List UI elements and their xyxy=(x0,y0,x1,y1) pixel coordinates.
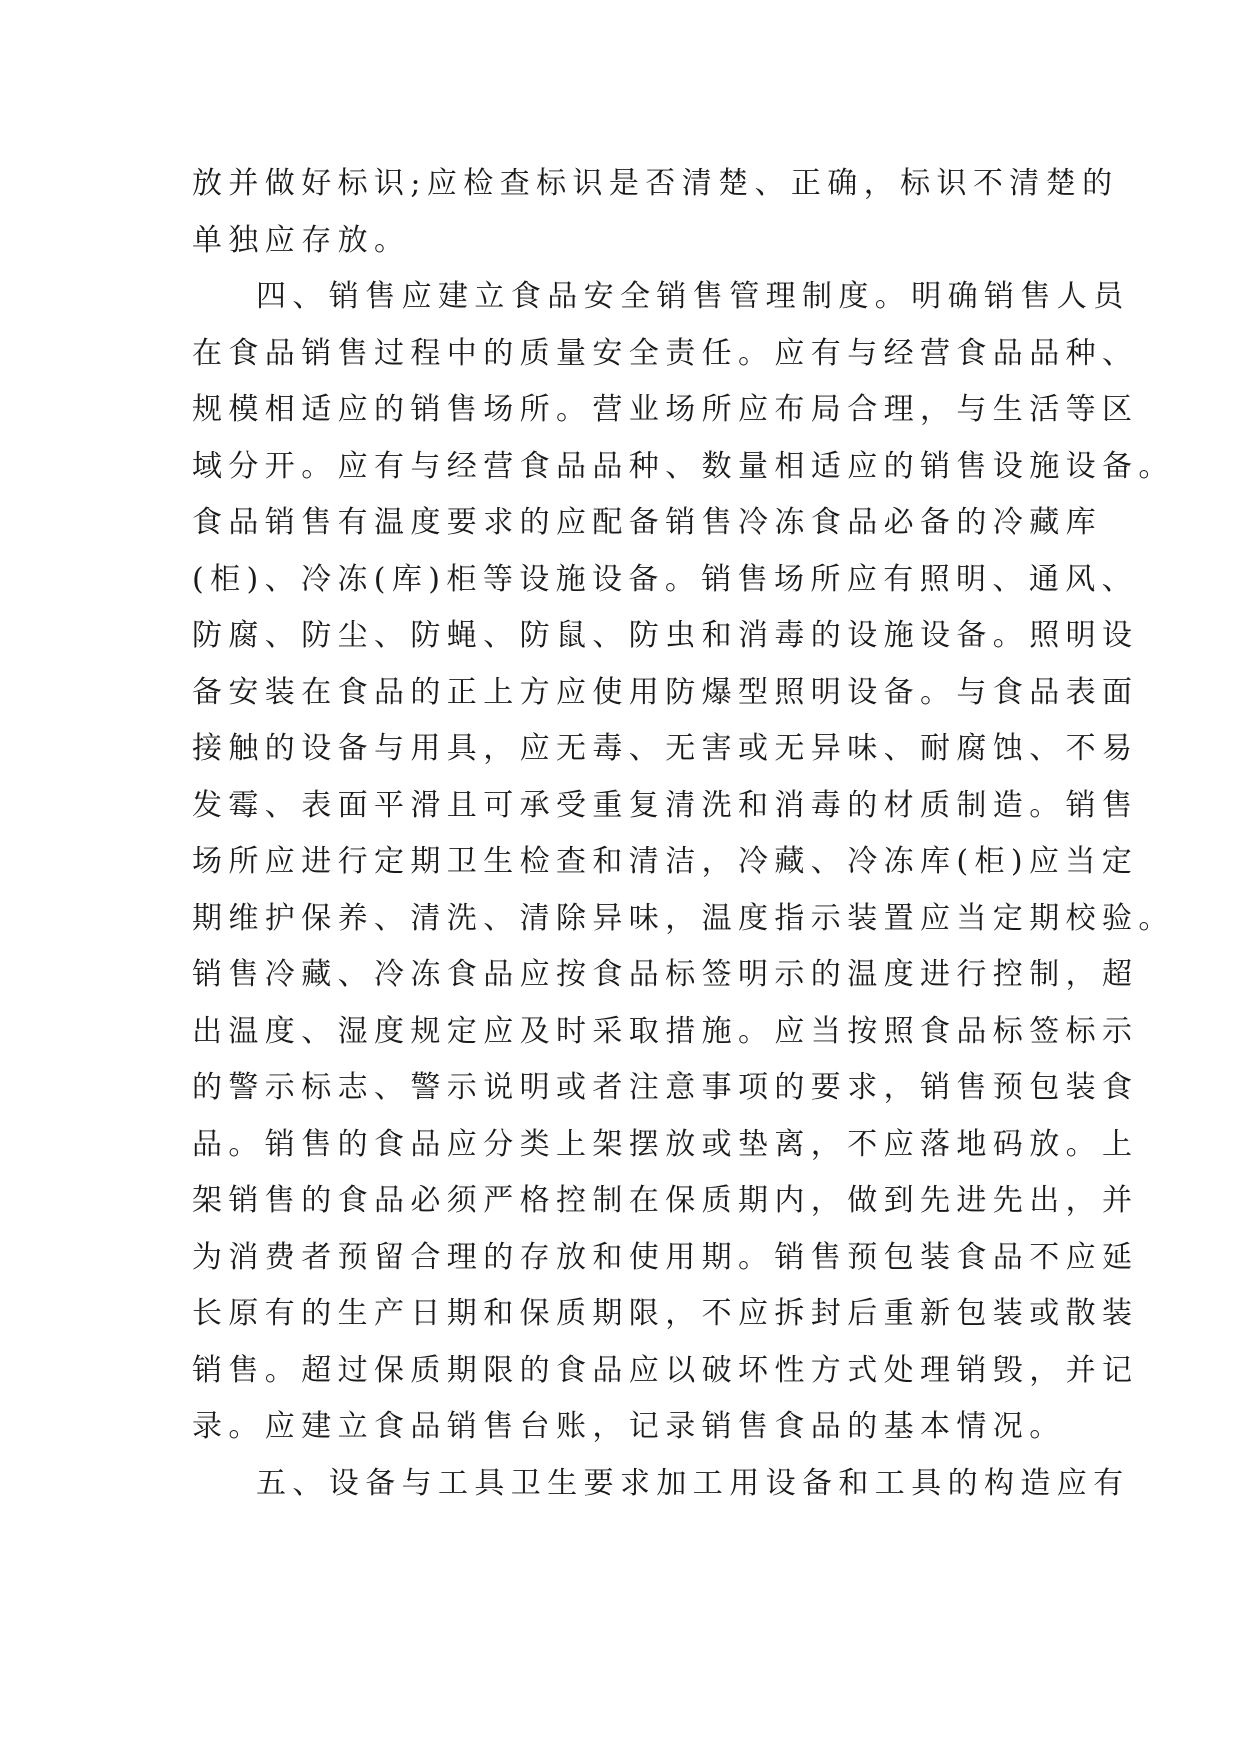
text-line: 品。销售的食品应分类上架摆放或垫离，不应落地码放。上 xyxy=(192,1127,1139,1162)
text-line: 放并做好标识;应检查标识是否清楚、正确，标识不清楚的 xyxy=(192,166,1119,201)
paragraph-start-line: 四、销售应建立食品安全销售管理制度。明确销售人员 xyxy=(256,279,1130,314)
text-line: 食品销售有温度要求的应配备销售冷冻食品必备的冷藏库 xyxy=(192,505,1102,540)
text-line: 域分开。应有与经营食品品种、数量相适应的销售设施设备。 xyxy=(192,449,1175,484)
text-line: 防腐、防尘、防蝇、防鼠、防虫和消毒的设施设备。照明设 xyxy=(192,618,1139,653)
text-line: (柜)、冷冻(库)柜等设施设备。销售场所应有照明、通风、 xyxy=(192,562,1139,597)
paragraph-start-line: 五、设备与工具卫生要求加工用设备和工具的构造应有 xyxy=(256,1466,1130,1501)
text-line: 架销售的食品必须严格控制在保质期内，做到先进先出，并 xyxy=(192,1183,1139,1218)
text-line: 为消费者预留合理的存放和使用期。销售预包装食品不应延 xyxy=(192,1240,1139,1275)
text-line: 期维护保养、清洗、清除异味，温度指示装置应当定期校验。 xyxy=(192,901,1175,936)
text-line: 的警示标志、警示说明或者注意事项的要求，销售预包装食 xyxy=(192,1070,1139,1105)
text-line: 销售。超过保质期限的食品应以破坏性方式处理销毁，并记 xyxy=(192,1353,1139,1388)
text-line: 场所应进行定期卫生检查和清洁，冷藏、冷冻库(柜)应当定 xyxy=(192,844,1139,879)
text-line: 在食品销售过程中的质量安全责任。应有与经营食品品种、 xyxy=(192,336,1139,371)
text-line: 录。应建立食品销售台账，记录销售食品的基本情况。 xyxy=(192,1409,1066,1444)
text-line: 规模相适应的销售场所。营业场所应布局合理，与生活等区 xyxy=(192,392,1139,427)
text-line: 出温度、湿度规定应及时采取措施。应当按照食品标签标示 xyxy=(192,1014,1139,1049)
text-line: 备安装在食品的正上方应使用防爆型照明设备。与食品表面 xyxy=(192,675,1139,710)
text-line: 销售冷藏、冷冻食品应按食品标签明示的温度进行控制，超 xyxy=(192,957,1139,992)
text-line: 单独应存放。 xyxy=(192,223,411,258)
text-line: 长原有的生产日期和保质期限，不应拆封后重新包装或散装 xyxy=(192,1296,1139,1331)
text-line: 接触的设备与用具，应无毒、无害或无异味、耐腐蚀、不易 xyxy=(192,731,1139,766)
text-line: 发霉、表面平滑且可承受重复清洗和消毒的材质制造。销售 xyxy=(192,788,1139,823)
